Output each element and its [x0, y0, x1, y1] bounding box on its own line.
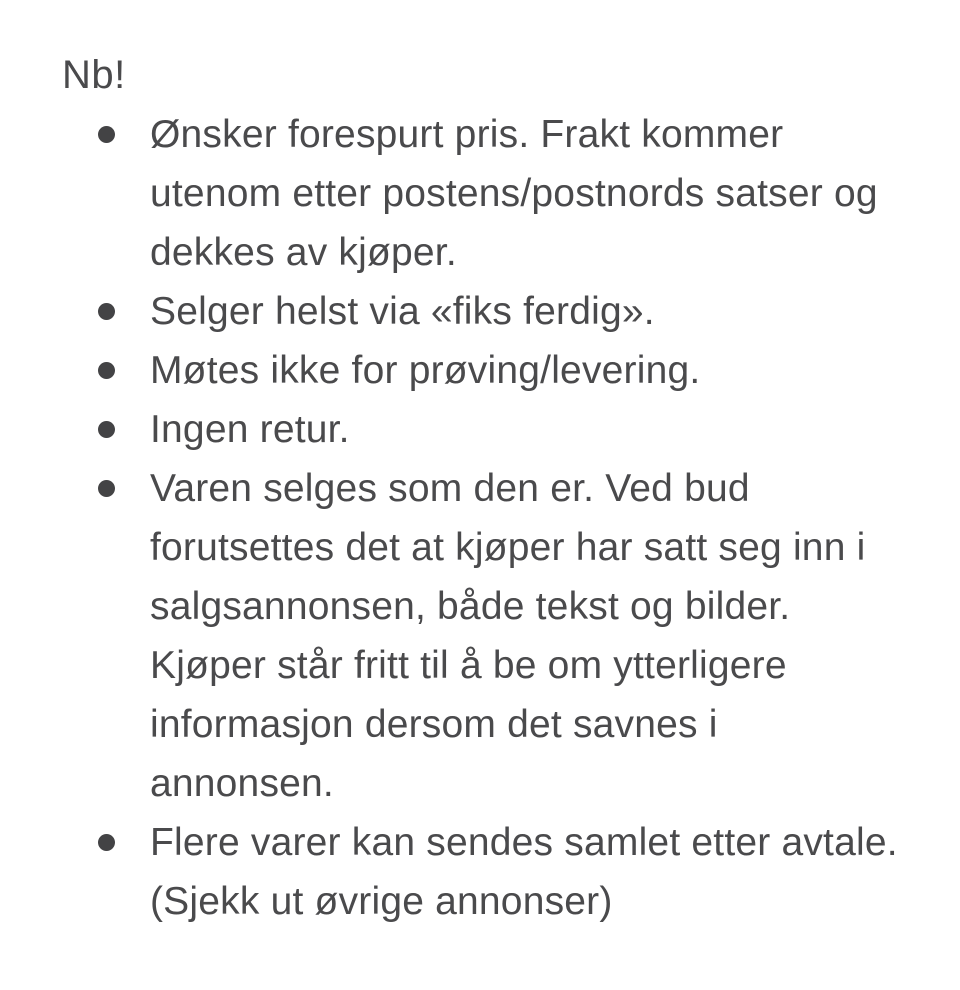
list-item-text: Varen selges som den er. Ved bud forutsettes det at kjøper har satt seg inn i salgsannonsen, både tekst og bilder. Kjøper står fritt til å be om ytterligere informasjon dersom det savnes i annonsen.: [150, 467, 866, 805]
bullet-icon: [98, 480, 115, 497]
bullet-icon: [98, 362, 115, 379]
list-item: [62, 459, 898, 813]
bullet-icon: [98, 303, 115, 320]
bullet-icon: [98, 421, 115, 438]
bullet-icon: [98, 834, 115, 851]
note-heading: Nb!: [62, 53, 126, 97]
list-item-text: Møtes ikke for prøving/levering.: [150, 349, 701, 392]
list-item: [62, 105, 898, 282]
note-list: [62, 105, 898, 931]
bullet-icon: [98, 126, 115, 143]
list-item-text: Selger helst via «fiks ferdig».: [150, 290, 655, 333]
list-item-text: Flere varer kan sendes samlet etter avtale. (Sjekk ut øvrige annonser): [150, 821, 898, 923]
list-item: [62, 813, 898, 931]
list-item: [62, 282, 898, 341]
list-item: [62, 341, 898, 400]
list-item: [62, 400, 898, 459]
list-item-text: Ingen retur.: [150, 408, 350, 451]
list-item-text: Ønsker forespurt pris. Frakt kommer utenom etter postens/postnords satser og dekkes av kjøper.: [150, 113, 878, 274]
